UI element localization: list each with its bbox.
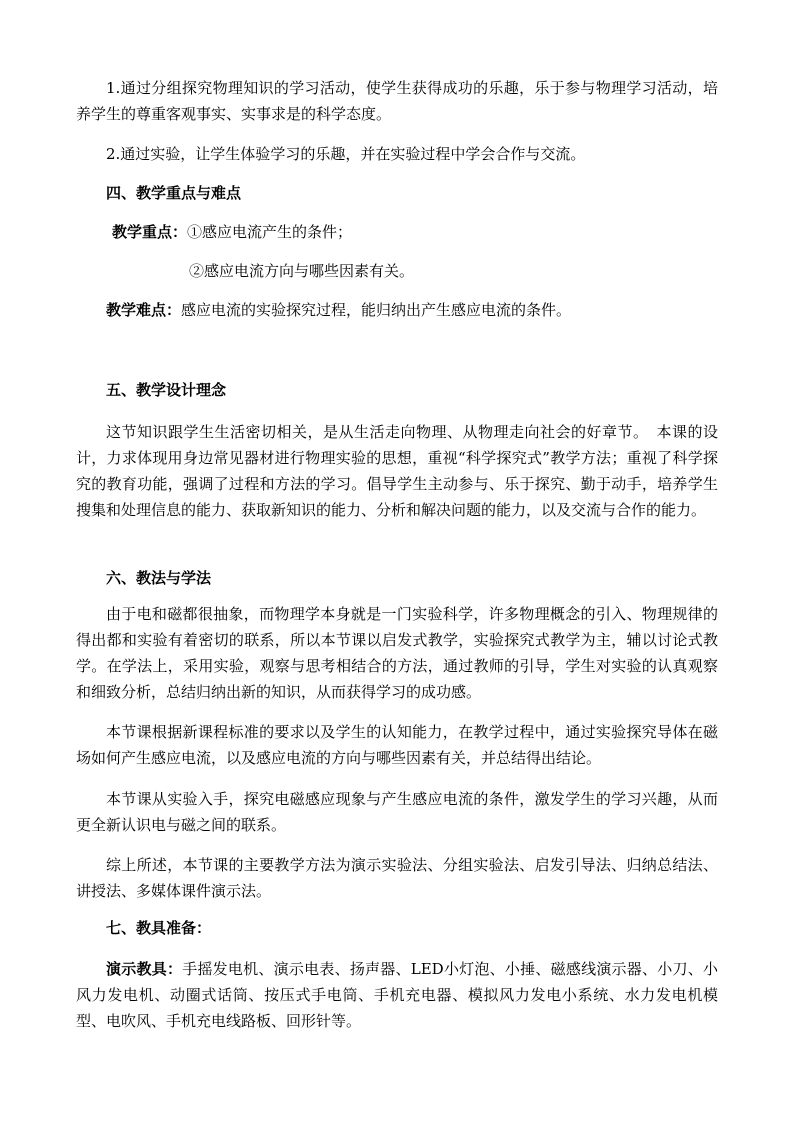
demo-equipment-paragraph	[76, 956, 718, 1034]
key-points-line	[112, 219, 352, 245]
objective-item-2: 2.通过实验，让学生体验学习的乐趣，并在实验过程中学会合作与交流。	[106, 145, 586, 163]
demo-equipment-text: 手摇发电机、演示电表、扬声器、LED小灯泡、小捶、磁感线演示器、小刀、小风力发电机、动圈式话筒、按压式手电筒、手机充电器、模拟风力发电小系统、水力发电机模型、电吹风、手机充电线路板、回形针等。	[76, 960, 718, 1030]
difficulty-line	[106, 297, 571, 323]
key-points-label: 教学重点：	[112, 223, 188, 241]
design-philosophy-paragraph: 这节知识跟学生生活密切相关，是从生活走向物理、从物理走向社会的好章节。 本课的设计，力求体现用身边常见器材进行物理实验的思想，重视“科学探究式”教学方法；重视了科学探究的教育功能，强调了过程和方法的学习。倡导学生主动参与、乐于探究、勤于动手，培养学生搜集和处理信息的能力、获取新知识的能力、分析和解决问题的能力，以及交流与合作的能力。	[76, 423, 718, 519]
methods-paragraph-1: 由于电和磁都很抽象，而物理学本身就是一门实验科学，许多物理概念的引入、物理规律的得出都和实验有着密切的联系，所以本节课以启发式教学，实验探究式教学为主，辅以讨论式教学。在学法上，采用实验，观察与思考相结合的方法，通过教师的引导，学生对实验的认真观察和细致分析，总结归纳出新的知识，从而获得学习的成功感。	[76, 605, 718, 701]
section-7-heading: 七、教具准备：	[106, 919, 212, 937]
methods-paragraph-2: 本节课根据新课程标准的要求以及学生的认知能力，在教学过程中，通过实验探究导体在磁场如何产生感应电流，以及感应电流的方向与哪些因素有关，并总结得出结论。	[76, 723, 718, 767]
methods-paragraph-4: 综上所述，本节课的主要教学方法为演示实验法、分组实验法、启发引导法、归纳总结法、讲授法、多媒体课件演示法。	[76, 856, 718, 900]
key-point-1: ①感应电流产生的条件；	[187, 223, 353, 241]
section-5-heading: 五、教学设计理念	[106, 381, 227, 399]
objective-item-1: 1.通过分组探究物理知识的学习活动，使学生获得成功的乐趣，乐于参与物理学习活动，培养学生的尊重客观事实、实事求是的科学态度。	[76, 79, 718, 123]
section-4-heading: 四、教学重点与难点	[106, 184, 242, 202]
key-point-2: ②感应电流方向与哪些因素有关。	[189, 262, 415, 280]
demo-equipment-label: 演示教具：	[106, 960, 183, 978]
section-6-heading: 六、教法与学法	[106, 569, 212, 587]
difficulty-label: 教学难点：	[106, 301, 182, 319]
difficulty-text: 感应电流的实验探究过程，能归纳出产生感应电流的条件。	[181, 301, 572, 319]
methods-paragraph-3: 本节课从实验入手，探究电磁感应现象与产生感应电流的条件，激发学生的学习兴趣，从而更全新认识电与磁之间的联系。	[76, 790, 718, 834]
